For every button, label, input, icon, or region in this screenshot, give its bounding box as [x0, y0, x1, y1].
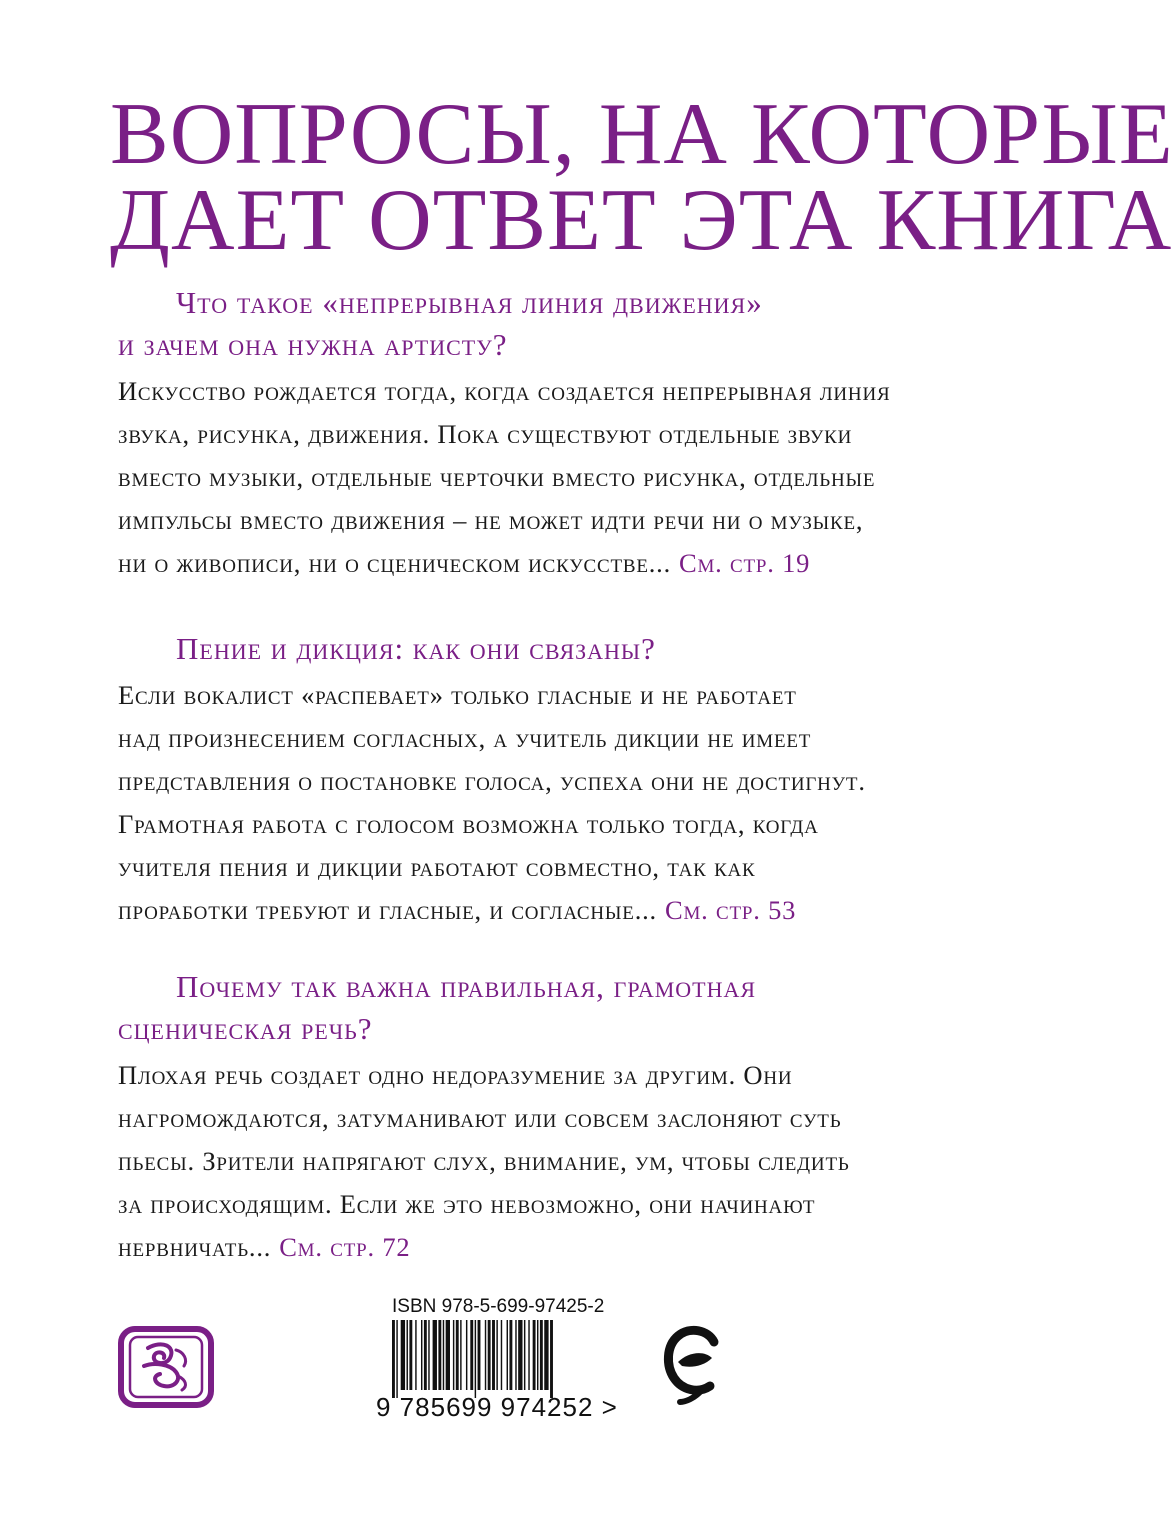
barcode-bar	[496, 1320, 497, 1390]
answer-text	[118, 370, 948, 585]
barcode-bar	[524, 1320, 525, 1390]
barcode-bar	[460, 1320, 461, 1390]
barcode-bar	[396, 1320, 397, 1398]
answer-line-last	[118, 1226, 948, 1269]
barcode-bar	[415, 1320, 416, 1390]
barcode-bar	[446, 1320, 450, 1390]
barcode-bar	[421, 1320, 422, 1390]
barcode-bar	[392, 1320, 395, 1398]
title-line-2: ДАЕТ ОТВЕТ ЭТА КНИГА	[110, 172, 1173, 269]
answer-line-text: проработки требуют и гласные, и согласные...	[118, 895, 657, 925]
qa-section-3	[118, 966, 948, 1269]
barcode-bar	[407, 1320, 408, 1390]
barcode-bar	[507, 1320, 508, 1390]
publisher-emblem-icon	[118, 1326, 214, 1408]
barcode-bar	[424, 1320, 427, 1390]
eksmo-e-icon	[664, 1322, 722, 1406]
answer-line: импульсы вместо движения – не может идти речи ни о музыке,	[118, 505, 864, 535]
question-heading	[118, 628, 948, 670]
isbn-number: ISBN 978-5-699-97425-2	[392, 1296, 605, 1317]
answer-line: вместо музыки, отдельные черточки вместо рисунка, отдельные	[118, 462, 876, 492]
answer-line: Грамотная работа с голосом возможна только тогда, когда	[118, 809, 819, 839]
barcode-bar	[518, 1320, 522, 1390]
answer-line: Искусство рождается тогда, когда создается непрерывная линия	[118, 376, 891, 406]
barcode-bar	[409, 1320, 412, 1390]
answer-line: пьесы. Зрители напрягают слух, внимание, ум, чтобы следить	[118, 1146, 850, 1176]
barcode-bar	[478, 1320, 481, 1390]
page-title	[110, 86, 1174, 269]
answer-line: представления о постановке голоса, успеха они не достигнут.	[118, 766, 866, 796]
barcode-bar	[456, 1320, 459, 1390]
barcode-bar	[544, 1320, 548, 1390]
answer-line-last	[118, 889, 948, 932]
barcode-bar	[501, 1320, 502, 1390]
barcode-bar	[453, 1320, 454, 1390]
answer-line-last	[118, 542, 948, 585]
answer-line: Если вокалист «распевает» только гласные и не работает	[118, 680, 797, 710]
answer-line: над произнесением согласных, а учитель дикции не имеет	[118, 723, 812, 753]
page-reference: См. стр. 72	[279, 1232, 411, 1262]
qa-section-2	[118, 628, 948, 932]
answer-line-text: нервничать...	[118, 1232, 272, 1262]
barcode-bar	[428, 1320, 429, 1390]
barcode-bar	[401, 1320, 405, 1390]
answer-line-text: ни о живописи, ни о сценическом искусстве...	[118, 548, 672, 578]
barcode-bar	[515, 1320, 516, 1390]
question-line-1: Почему так важна правильная, грамотная	[176, 969, 757, 1004]
answer-line: Плохая речь создает одно недоразумение за другим. Они	[118, 1060, 793, 1090]
barcode-bar	[533, 1320, 536, 1390]
barcode-bar	[485, 1320, 486, 1390]
question-heading	[118, 966, 948, 1050]
barcode-bar	[438, 1320, 441, 1390]
barcode-bar	[470, 1320, 473, 1390]
page-reference: См. стр. 53	[664, 895, 797, 925]
barcode-bar	[466, 1320, 467, 1390]
barcode-digits: 9 785699 974252 >	[376, 1392, 618, 1422]
barcode	[390, 1320, 602, 1398]
question-heading	[118, 282, 948, 366]
page-reference: См. стр. 19	[679, 548, 811, 578]
answer-line: учителя пения и дикции работают совместно, так как	[118, 852, 756, 882]
qa-section-1	[118, 282, 948, 585]
barcode-bar	[509, 1320, 512, 1390]
isbn-barcode-block	[376, 1296, 630, 1426]
answer-line: нагромождаются, затуманивают или совсем заслоняют суть	[118, 1103, 842, 1133]
barcode-bar	[488, 1320, 491, 1390]
barcode-bar	[540, 1320, 543, 1390]
barcode-bar	[475, 1320, 476, 1398]
barcode-bar	[492, 1320, 495, 1390]
barcode-bar	[537, 1320, 538, 1390]
question-line-2: сценическая речь?	[118, 1011, 373, 1046]
barcode-bar	[433, 1320, 437, 1390]
answer-line: звука, рисунка, движения. Пока существуют отдельные звуки	[118, 419, 853, 449]
question-line-1: Что такое «непрерывная линия движения»	[176, 285, 763, 320]
answer-text	[118, 674, 948, 932]
answer-line: за происходящим. Если же это невозможно, они начинают	[118, 1189, 816, 1219]
barcode-bar	[443, 1320, 444, 1390]
title-line-1: ВОПРОСЫ, НА КОТОРЫЕ	[110, 86, 1174, 183]
barcode-bar	[528, 1320, 529, 1390]
question-line-1: Пение и дикция: как они связаны?	[176, 631, 656, 666]
question-line-2: и зачем она нужна артисту?	[118, 327, 508, 362]
barcode-bar	[550, 1320, 553, 1398]
answer-text	[118, 1054, 948, 1269]
